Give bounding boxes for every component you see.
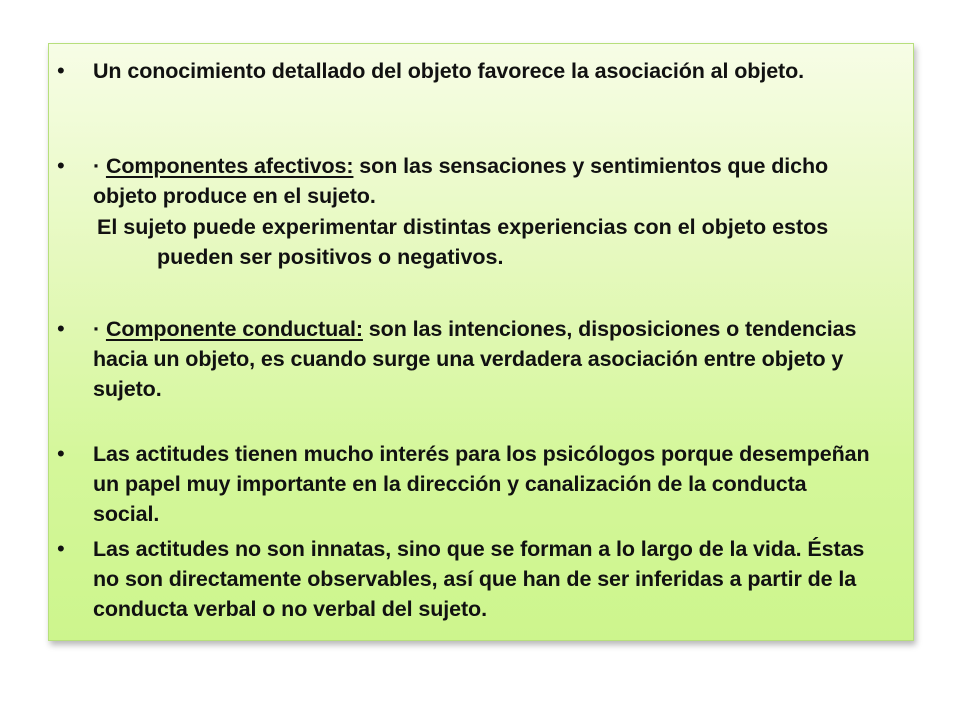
bullet-prefix: · xyxy=(93,154,106,178)
term-description: son las intenciones, disposiciones o tendencias hacia un objeto, es cuando surge una verdadera asociación entre objeto y sujeto. xyxy=(93,317,857,401)
bullet-marker: • xyxy=(57,441,65,466)
content-panel xyxy=(48,43,914,641)
bullet-text: Un conocimiento detallado del objeto favorece la asociación al objeto. xyxy=(93,59,805,83)
bullet-text: Las actitudes no son innatas, sino que se forman a lo largo de la vida. Éstas no son directamente observables, así que han de ser inferidas a partir de la conducta verbal o no verbal del sujeto. xyxy=(93,537,865,621)
bullet-marker: • xyxy=(57,316,65,341)
bullet-text xyxy=(93,314,875,404)
bullet-text xyxy=(93,151,875,211)
sub-paragraph: El sujeto puede experimentar distintas experiencias con el objeto estos pueden ser positivos o negativos. xyxy=(97,215,829,269)
bullet-marker: • xyxy=(57,536,65,561)
bullet-marker: • xyxy=(57,153,65,178)
bullet-text: Las actitudes tienen mucho interés para los psicólogos porque desempeñan un papel muy importante en la dirección y canalización de la conducta social. xyxy=(93,442,870,526)
bullet-prefix: · xyxy=(93,317,106,341)
term-description: son las sensaciones y sentimientos que dicho objeto produce en el sujeto. xyxy=(93,154,829,208)
term-heading: Componente conductual: xyxy=(105,317,363,341)
term-heading: Componentes afectivos: xyxy=(105,154,354,178)
bullet-marker: • xyxy=(57,58,65,83)
